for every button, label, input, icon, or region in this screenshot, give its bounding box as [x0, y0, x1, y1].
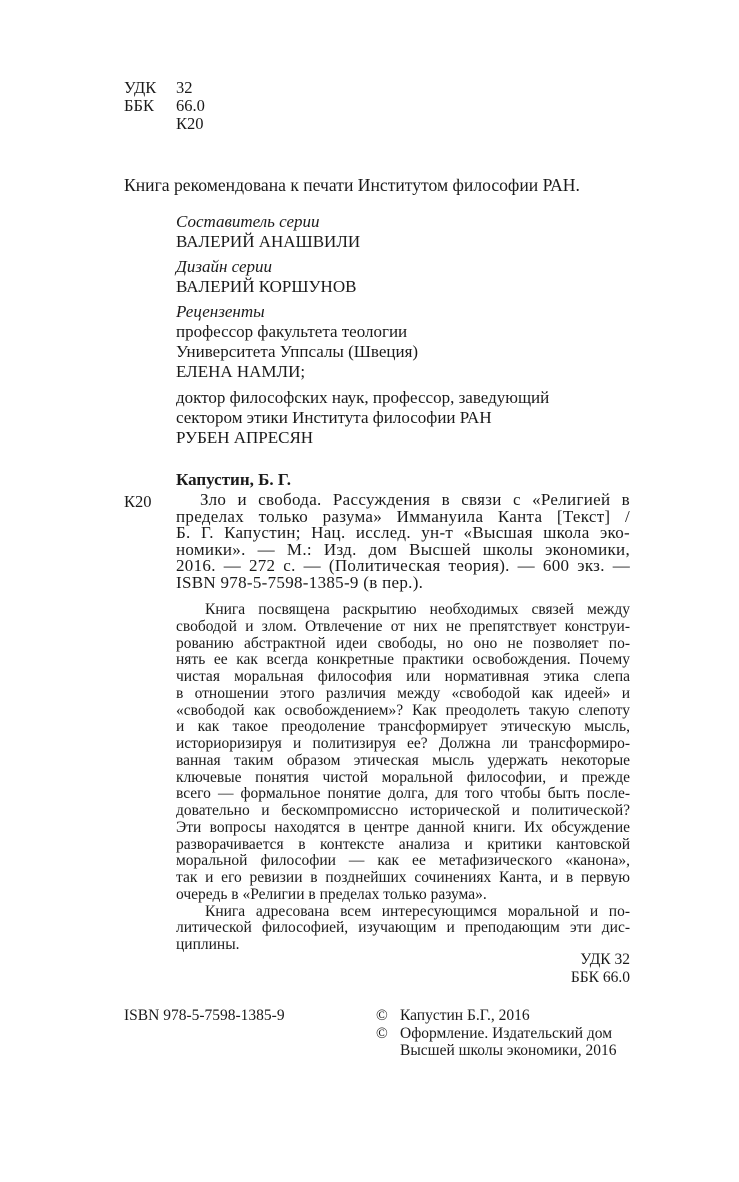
series-editor: ВАЛЕРИЙ АНАШВИЛИ [176, 232, 361, 251]
copyright-block [376, 1007, 616, 1060]
bib-line: пределах только разума» Иммануила Канта [Текст] / [176, 506, 630, 526]
abstract-line: чистая моральная философия или нормативная этика слепа [176, 668, 630, 685]
abstract-line: разворачивается в контексте анализа и критики кантовской [176, 835, 630, 853]
copyright-icon: © [376, 1007, 388, 1024]
reviewer1-line: Университета Уппсалы (Швеция) [176, 342, 419, 361]
reviewer2-line: сектором этики Института философии РАН [176, 408, 492, 427]
isbn: ISBN 978-5-7598-1385-9 [124, 1007, 285, 1024]
abstract-line: в отношении этого различия между «свободой как идеей» и [176, 684, 630, 702]
copyright-design: Оформление. Издательский дом [400, 1024, 613, 1042]
abstract-line: ключевые понятия чистой моральной философии, и прежде [176, 768, 630, 786]
codes-right [571, 951, 630, 986]
bib-line: номики». — М.: Изд. дом Высшей школы экономики, [176, 539, 630, 559]
copyright-icon: © [376, 1024, 388, 1042]
bib-code: К20 [124, 492, 152, 511]
udk-code: УДК 32 [580, 951, 630, 968]
reviewer1-name: ЕЛЕНА НАМЛИ; [176, 362, 306, 381]
udk-value: 32 [176, 78, 193, 97]
bib-line: Зло и свобода. Рассуждения в связи с «Религией в [200, 490, 630, 509]
abstract-line: и как такое преодоление трансформирует этическую мысль, [176, 718, 630, 736]
bibliographic-record [176, 492, 630, 591]
copyright-author: Капустин Б.Г., 2016 [400, 1007, 530, 1024]
classification-block [124, 79, 205, 133]
bbk-label: ББК [124, 96, 154, 115]
bib-line: Б. Г. Капустин; Нац. исслед. ун-т «Высшая школа эко- [176, 523, 630, 542]
recommendation: Книга рекомендована к печати Институтом философии РАН. [124, 175, 580, 195]
reviewer2-name: РУБЕН АПРЕСЯН [176, 428, 314, 447]
bib-author: Капустин, Б. Г. [176, 470, 292, 489]
abstract-line: так и его ревизии в позднейших сочинениях Канта, и в первую [176, 869, 630, 886]
abstract-line: литической философией, изучающим и преподающим эти дис- [176, 919, 630, 937]
series-editor-label: Составитель серии [176, 212, 320, 231]
abstract-line: циплины. [176, 936, 240, 953]
abstract-line: моральной философии — как ее метафизического «канона», [176, 852, 630, 870]
abstract-line: всего — формальное понятие долга, для того чтобы быть после- [176, 785, 630, 803]
author-mark-value: К20 [176, 114, 204, 133]
bbk-code: ББК 66.0 [570, 968, 630, 986]
abstract-line: Эти вопросы находятся в центре данной книги. Их обсуждение [176, 818, 630, 836]
abstract-line: свободой и злом. Отвлечение от них не препятствует конструи- [176, 617, 630, 635]
abstract-line: довательно и бескомпромиссно исторической и политической? [176, 802, 630, 819]
abstract-line: историоризируя и политизируя ее? Должна ли трансформиро- [176, 735, 630, 752]
reviewer1-line: профессор факультета теологии [176, 322, 408, 341]
bbk-value: 66.0 [176, 96, 205, 115]
designer: ВАЛЕРИЙ КОРШУНОВ [176, 277, 357, 296]
credits [176, 212, 549, 448]
abstract-line: Книга адресована всем интересующимся моральной и по- [205, 902, 630, 920]
copyright-publisher: Высшей школы экономики, 2016 [400, 1042, 617, 1059]
abstract-line: очередь в «Религии в пределах только разума». [176, 885, 487, 903]
abstract-line: рованию абстрактной идеи свободы, но оно не позволяет по- [176, 634, 630, 652]
abstract-line: Книга посвящена раскрытию необходимых связей между [205, 601, 630, 618]
design-label: Дизайн серии [176, 257, 272, 276]
abstract-line: ванная таким образом этическая мысль удержать некоторые [176, 751, 630, 769]
abstract-line: «свободой как освобождением»? Как преодолеть такую слепоту [176, 701, 630, 719]
bib-line: 2016. — 272 с. — (Политическая теория). — 600 экз. — [176, 556, 630, 575]
abstract-line: нять ее как всегда конкретные практики освобождения. Почему [176, 651, 630, 669]
udk-label: УДК [124, 78, 157, 97]
reviewers-label: Рецензенты [176, 302, 265, 321]
reviewer2-line: доктор философских наук, профессор, заведующий [176, 388, 550, 407]
abstract [176, 602, 630, 954]
bib-line: ISBN 978-5-7598-1385-9 (в пер.). [176, 572, 424, 592]
